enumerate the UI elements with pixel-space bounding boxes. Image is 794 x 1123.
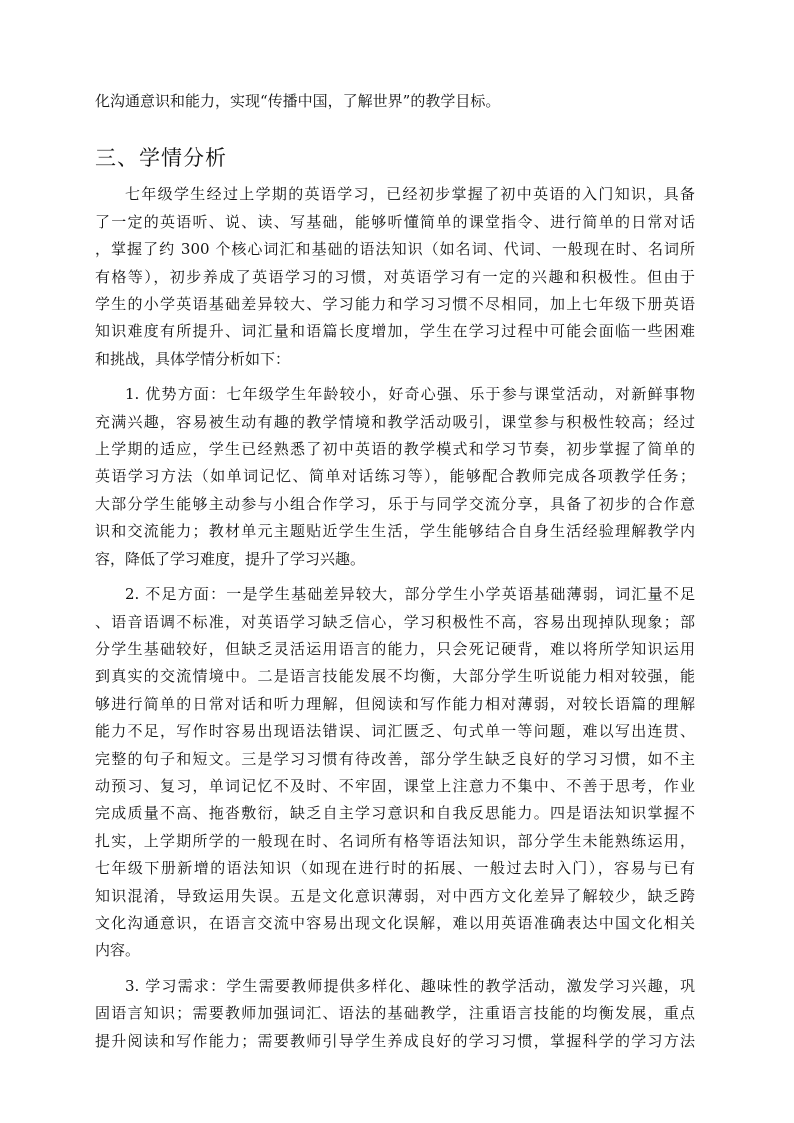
text-line: 容，降低了学习难度，提升了学习兴趣。 bbox=[95, 549, 366, 568]
text-line: 和挑战，具体学情分析如下： bbox=[95, 349, 291, 368]
intro-tail-line: 化沟通意识和能力，实现“传播中国，了解世界”的教学目标。 bbox=[95, 92, 501, 110]
text-line: ，掌握了约 300 个核心词汇和基础的语法知识（如名词、代词、一般现在时、名词所 bbox=[95, 240, 695, 259]
text-line: 扎实，上学期所学的一般现在时、名词所有格等语法知识，部分学生未能熟练运用， bbox=[95, 831, 695, 850]
text-line: 动预习、复习，单词记忆不及时、不牢固，课堂上注意力不集中、不善于思考，作业 bbox=[95, 776, 695, 795]
section-title: 三、学情分析 bbox=[95, 146, 227, 171]
text-line: 提升阅读和写作能力；需要教师引导学生养成良好的学习习惯，掌握科学的学习方法 bbox=[95, 1031, 695, 1050]
text-line: 够进行简单的日常对话和听力理解，但阅读和写作能力相对薄弱，对较长语篇的理解 bbox=[95, 694, 695, 713]
text-line: 文化沟通意识，在语言交流中容易出现文化误解，难以用英语准确表达中国文化相关 bbox=[95, 913, 695, 932]
document-page bbox=[95, 88, 695, 1063]
text-line: 七年级下册新增的语法知识（如现在进行时的拓展、一般过去时入门），容易与已有 bbox=[95, 859, 695, 878]
text-line: 知识难度有所提升、词汇量和语篇长度增加，学生在学习过程中可能会面临一些困难 bbox=[95, 322, 695, 341]
paragraph-overview bbox=[95, 181, 695, 373]
text-line: 大部分学生能够主动参与小组合作学习，乐于与同学交流分享，具备了初步的合作意 bbox=[95, 494, 695, 513]
text-line: 七年级学生经过上学期的英语学习，已经初步掌握了初中英语的入门知识，具备 bbox=[125, 185, 695, 204]
text-line: 知识混淆，导致运用失误。五是文化意识薄弱，对中西方文化差异了解较少，缺乏跨 bbox=[95, 886, 695, 905]
text-line: 充满兴趣，容易被生动有趣的教学情境和教学活动吸引，课堂参与积极性较高；经过 bbox=[95, 412, 695, 431]
text-line: 英语学习方法（如单词记忆、简单对话练习等），能够配合教师完成各项教学任务； bbox=[95, 467, 695, 486]
text-line: 内容。 bbox=[95, 941, 141, 960]
text-line: 了一定的英语听、说、读、写基础，能够听懂简单的课堂指令、进行简单的日常对话 bbox=[95, 212, 695, 231]
paragraph-strengths bbox=[95, 381, 695, 573]
text-line: 、语音语调不标准，对英语学习缺乏信心，学习积极性不高，容易出现掉队现象；部 bbox=[95, 612, 695, 631]
text-line: 有格等），初步养成了英语学习的习惯，对英语学习有一定的兴趣和积极性。但由于 bbox=[95, 267, 695, 286]
text-line: 1. 优势方面：七年级学生年龄较小，好奇心强、乐于参与课堂活动，对新鲜事物 bbox=[125, 385, 695, 404]
text-line: 能力不足，写作时容易出现语法错误、词汇匮乏、句式单一等问题，难以写出连贯、 bbox=[95, 722, 695, 741]
text-line: 学生的小学英语基础差异较大、学习能力和学习习惯不尽相同，加上七年级下册英语 bbox=[95, 295, 695, 314]
paragraph-weaknesses bbox=[95, 581, 695, 965]
text-line: 3. 学习需求：学生需要教师提供多样化、趣味性的教学活动，激发学习兴趣，巩 bbox=[125, 976, 695, 995]
text-line: 识和交流能力；教材单元主题贴近学生生活，学生能够结合自身生活经验理解教学内 bbox=[95, 522, 695, 541]
text-line: 完成质量不高、拖沓敷衍，缺乏自主学习意识和自我反思能力。四是语法知识掌握不 bbox=[95, 804, 695, 823]
text-line: 上学期的适应，学生已经熟悉了初中英语的教学模式和学习节奏，初步掌握了简单的 bbox=[95, 440, 695, 459]
text-line: 完整的句子和短文。三是学习习惯有待改善，部分学生缺乏良好的学习习惯，如不主 bbox=[95, 749, 695, 768]
text-line: 到真实的交流情境中。二是语言技能发展不均衡，大部分学生听说能力相对较强，能 bbox=[95, 667, 695, 686]
text-line: 分学生基础较好，但缺乏灵活运用语言的能力，只会死记硬背，难以将所学知识运用 bbox=[95, 639, 695, 658]
text-line: 2. 不足方面：一是学生基础差异较大，部分学生小学英语基础薄弱，词汇量不足 bbox=[125, 585, 695, 604]
paragraph-needs bbox=[95, 973, 695, 1055]
text-line: 固语言知识；需要教师加强词汇、语法的基础教学，注重语言技能的均衡发展，重点 bbox=[95, 1004, 695, 1023]
